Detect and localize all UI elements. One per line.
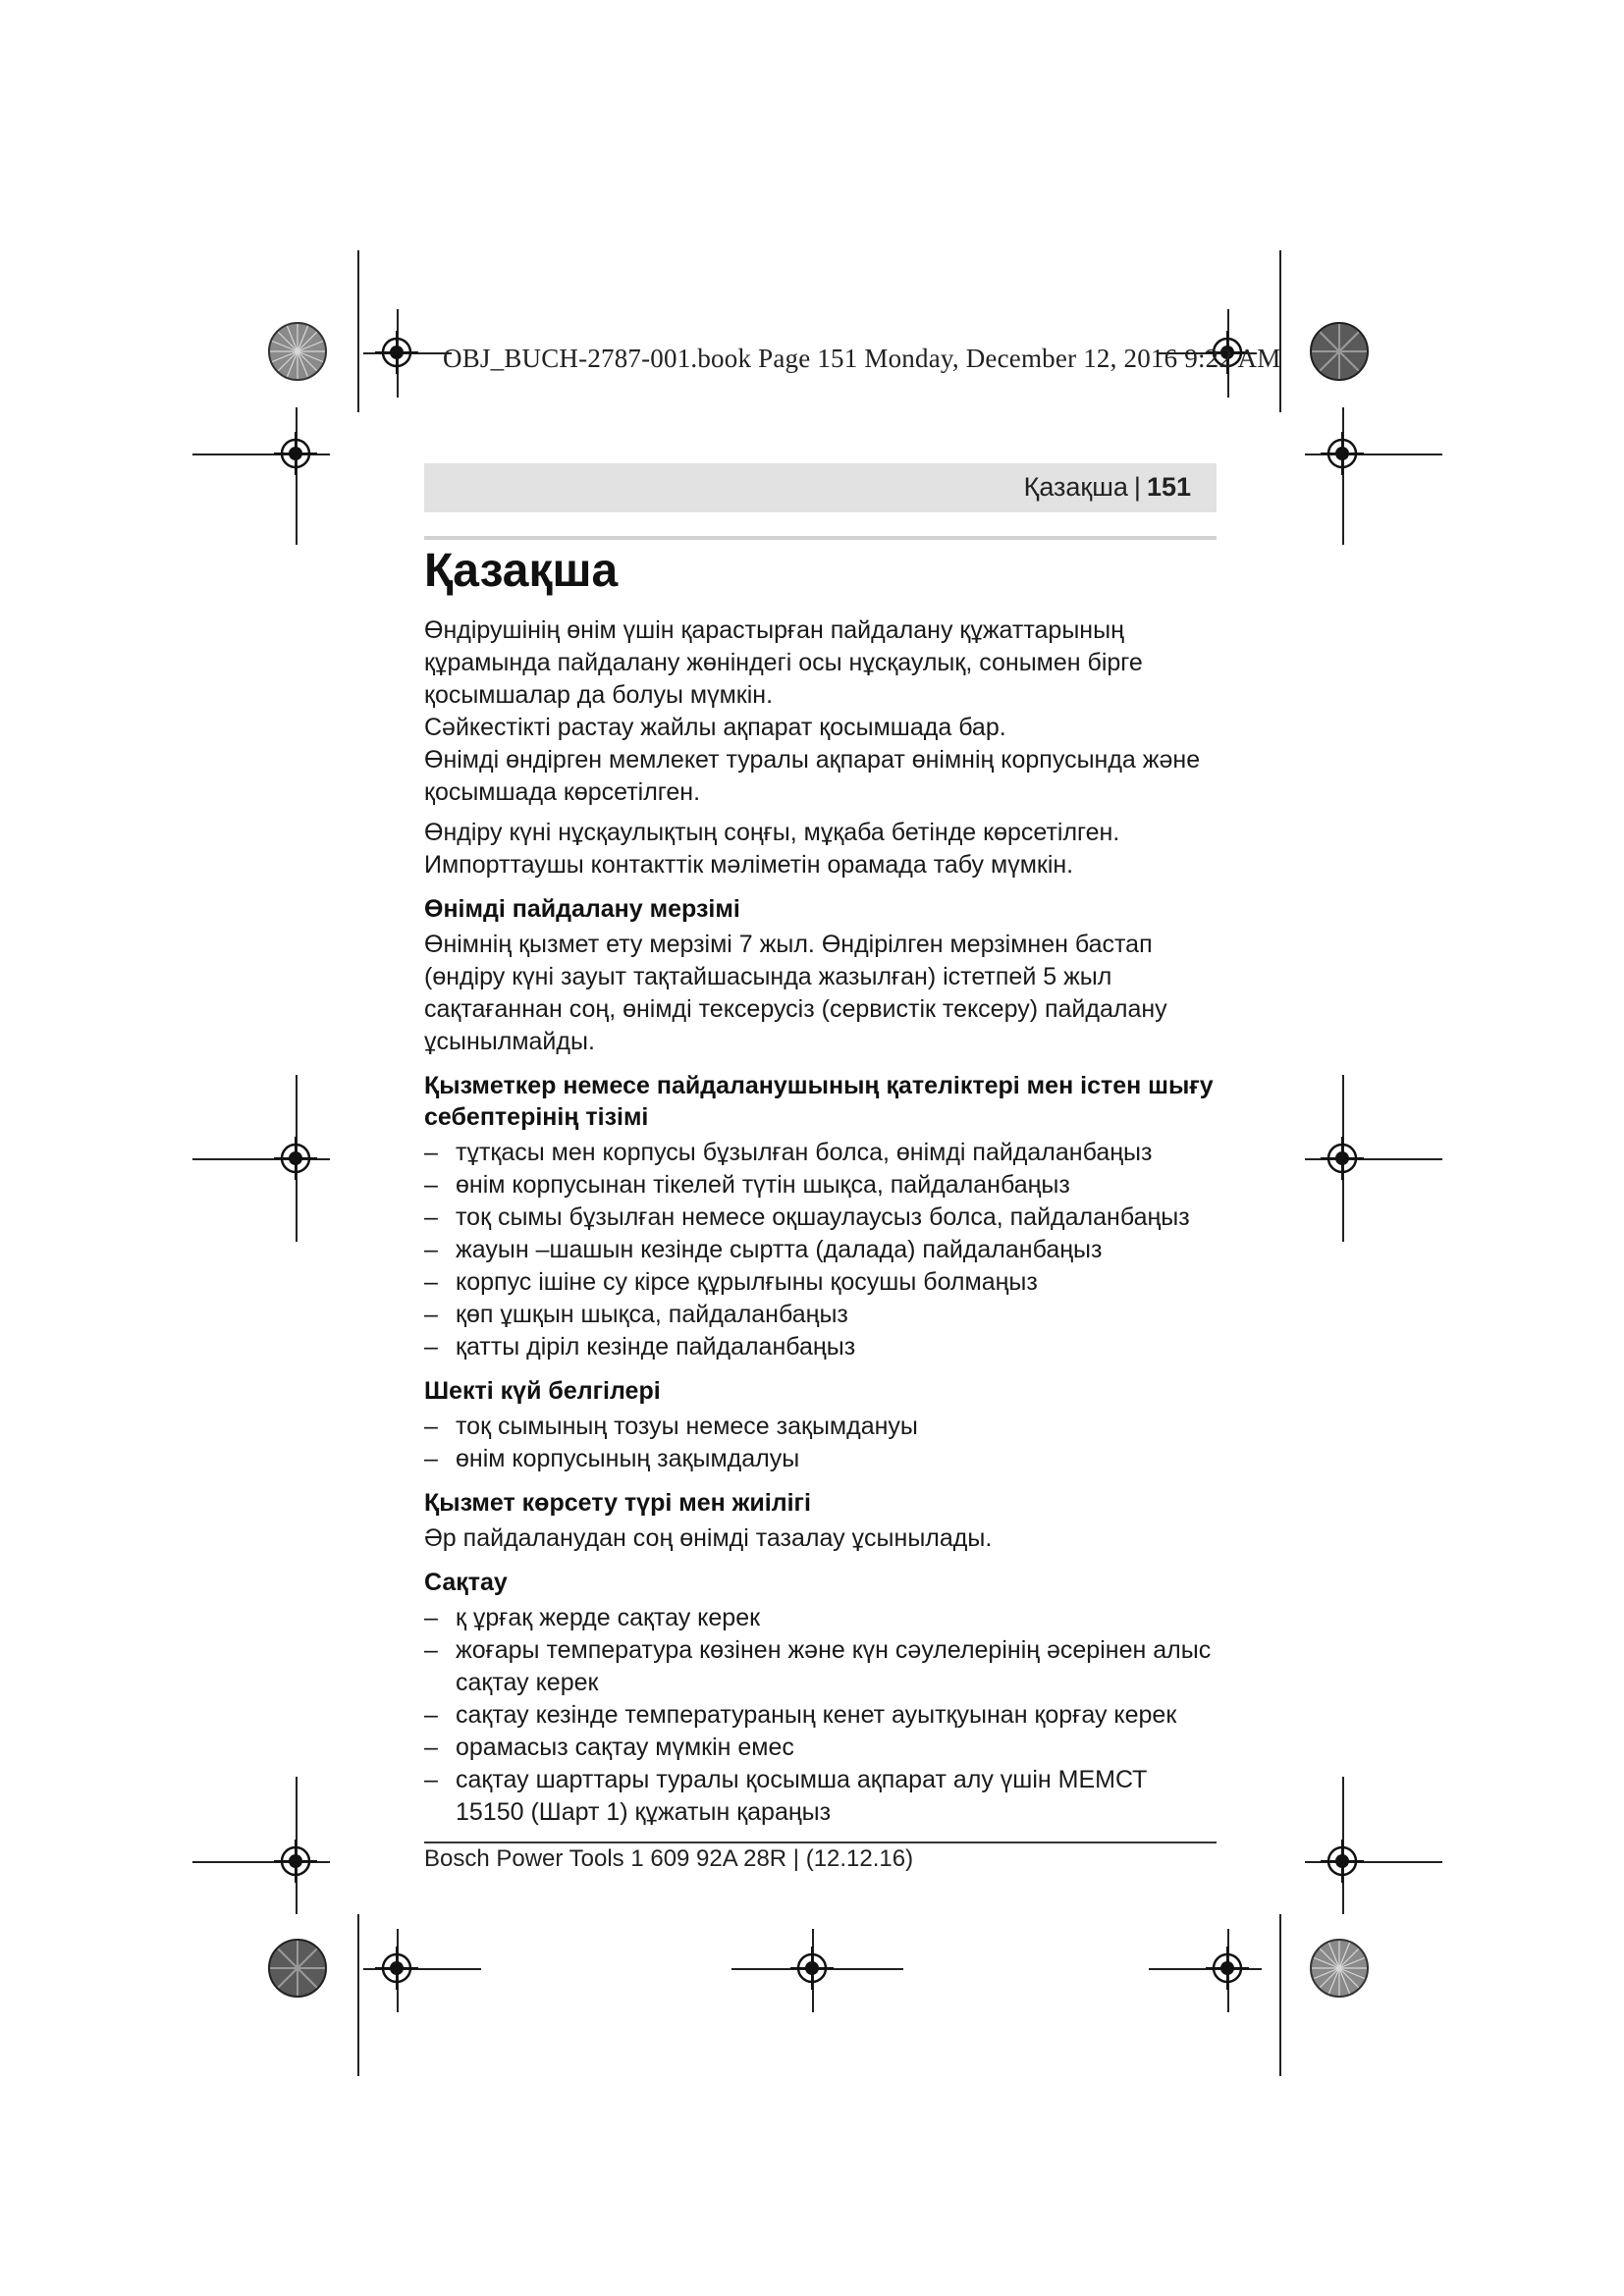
section-heading: Қызметкер немесе пайдаланушының қателіктері мен істен шығу себептерінің тізімі — [424, 1072, 1214, 1131]
failures-section — [424, 1070, 1219, 1363]
page-title: Қазақша — [424, 545, 619, 597]
registration-target-icon — [375, 1947, 418, 1990]
list-item: – корпус ішіне су кірсе құрылғыны қосушы болмаңыз — [424, 1266, 1219, 1299]
running-header — [424, 463, 1217, 512]
page-footer: Bosch Power Tools 1 609 92A 28R | (12.12.16) — [424, 1845, 914, 1872]
page-content — [424, 542, 1219, 1829]
page-number: 151 — [1146, 472, 1191, 502]
maintenance-section — [424, 1487, 1219, 1555]
section-heading: Өнімді пайдалану мерзімі — [424, 895, 740, 923]
limit-states-section — [424, 1375, 1219, 1475]
registration-target-icon — [1321, 1137, 1364, 1180]
list-item: – қатты діріл кезінде пайдаланбаңыз — [424, 1331, 1219, 1363]
list-item: – орамасыз сақтау мүмкін емес — [424, 1732, 1219, 1764]
intro-paragraph: Өнімді өндірген мемлекет туралы ақпарат өнімнің корпусында және қосымшада көрсетілген. — [424, 746, 1201, 806]
section-heading: Қызмет көрсету түрі мен жиілігі — [424, 1489, 811, 1517]
section-paragraph: Өнімнің қызмет ету мерзімі 7 жыл. Өндірілген мерзімнен бастап (өндіру күні зауыт тақтайшасында жазылған) істетпей 5 жыл сақтағаннан соң, өнімді тексерусіз (сервистік тексеру) пайдалану ұсынылмайды. — [424, 931, 1167, 1055]
registration-target-icon — [375, 331, 418, 374]
list-item: – тоқ сымы бұзылған немесе оқшаулаусыз болса, пайдаланбаңыз — [424, 1201, 1219, 1234]
intro-paragraph: Импорттаушы контакттік мәліметін орамада табу мүмкін. — [424, 851, 1074, 879]
print-info: OBJ_BUCH-2787-001.book Page 151 Monday, December 12, 2016 9:22 AM — [443, 344, 1281, 373]
section-paragraph: Әр пайдаланудан соң өнімді тазалау ұсынылады. — [424, 1524, 993, 1552]
list-item: – қөп ұшқын шықса, пайдаланбаңыз — [424, 1299, 1219, 1331]
registration-target-icon — [1321, 432, 1364, 475]
storage-list — [424, 1602, 1219, 1829]
registration-target-icon — [274, 432, 317, 475]
list-item: – жауын –шашын кезінде сыртта (далада) пайдаланбаңыз — [424, 1234, 1219, 1266]
limit-states-list — [424, 1411, 1219, 1475]
registration-target-icon — [1206, 1947, 1249, 1990]
section-heading: Шекті күй белгілері — [424, 1377, 661, 1405]
intro-paragraph: Сәйкестікті растау жайлы ақпарат қосымшада бар. — [424, 714, 1006, 741]
registration-target-icon — [1321, 1840, 1364, 1883]
color-target-icon — [1309, 321, 1370, 382]
intro-section — [424, 614, 1219, 881]
list-item: – өнім корпусынан тікелей түтін шықса, пайдаланбаңыз — [424, 1169, 1219, 1201]
list-item: – өнім корпусының зақымдалуы — [424, 1443, 1219, 1475]
section-heading: Сақтау — [424, 1569, 508, 1596]
failures-list — [424, 1137, 1219, 1363]
footer-rule — [424, 1842, 1217, 1843]
registration-target-icon — [274, 1137, 317, 1180]
intro-paragraph: Өндірушінің өнім үшін қарастырған пайдалану құжаттарының құрамында пайдалану жөніндегі осы нұсқаулық, сонымен бірге қосымшалар да болуы мүмкін. — [424, 616, 1143, 709]
list-item: – қ ұрғақ жерде сақтау керек — [424, 1602, 1219, 1634]
list-item: – сақтау кезінде температураның кенет ауытқуынан қорғау керек — [424, 1699, 1219, 1732]
registration-target-icon — [790, 1947, 834, 1990]
star-target-icon — [1309, 1938, 1370, 1999]
registration-target-icon — [274, 1840, 317, 1883]
list-item: – тоқ сымының тозуы немесе зақымдануы — [424, 1411, 1219, 1443]
star-target-icon — [267, 321, 328, 382]
header-separator: | — [1133, 472, 1141, 502]
header-text — [1024, 472, 1191, 503]
list-item: – сақтау шарттары туралы қосымша ақпарат алу үшін МЕМСТ 15150 (Шарт 1) құжатын қараңыз — [424, 1764, 1219, 1829]
color-target-icon — [267, 1938, 328, 1999]
list-item: – тұтқасы мен корпусы бұзылған болса, өнімді пайдаланбаңыз — [424, 1137, 1219, 1169]
list-item: – жоғары температура көзінен және күн сәулелерінің әсерінен алыс сақтау керек — [424, 1634, 1219, 1699]
header-rule — [424, 536, 1217, 540]
header-language: Қазақша — [1023, 472, 1128, 502]
intro-paragraph: Өндіру күні нұсқаулықтың соңғы, мұқаба бетінде көрсетілген. — [424, 819, 1120, 846]
service-life-section — [424, 893, 1219, 1058]
storage-section — [424, 1567, 1219, 1829]
